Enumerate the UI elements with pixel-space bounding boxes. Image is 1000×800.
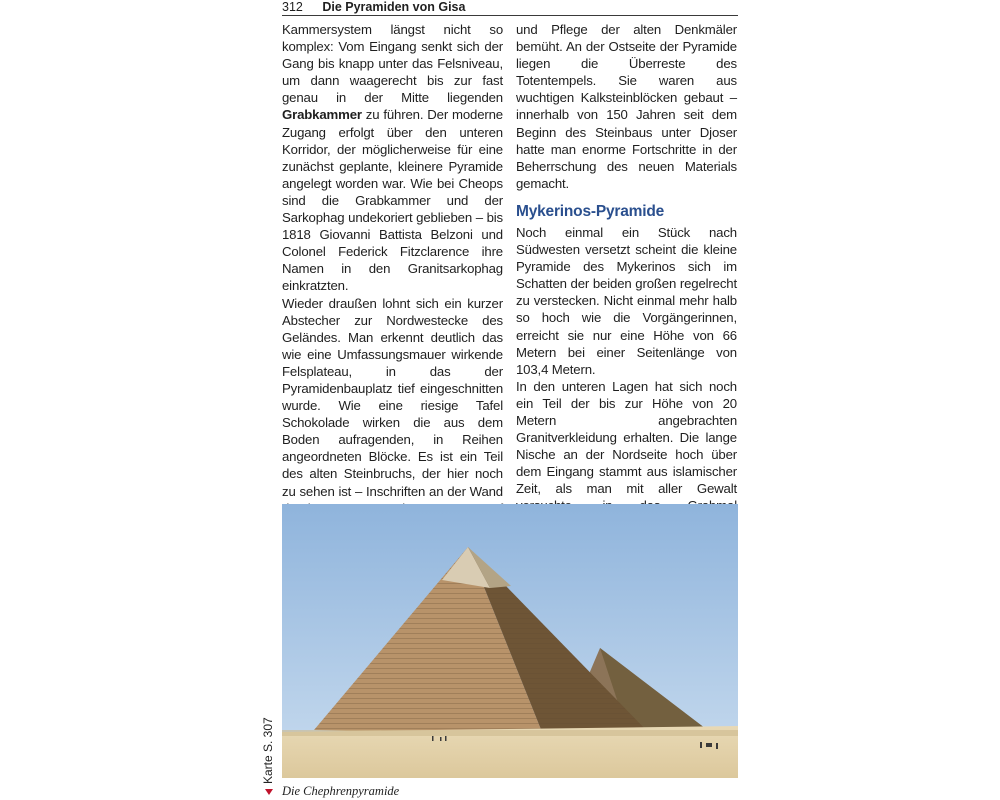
pyramid-photo (282, 504, 738, 778)
paragraph-text: Kammersystem längst nicht so komplex: Vom Eingang senkt sich der Gang bis knapp unter das Felsniveau, um dann waagerecht bis zur fast genau in der Mitte liegenden (282, 22, 503, 106)
page-number: 312 (282, 0, 303, 14)
bold-term-grabkammer: Grabkammer (282, 107, 362, 123)
paragraph: In den unteren Lagen hat sich noch ein Teil der bis zur Höhe von 20 Metern angebrachten Granitverkleidung erhalten. Die lange Nische an der Nordseite hoch über dem Eingang stammt aus islamischer Zeit, als man mit aller Gewalt (516, 378, 737, 497)
running-title: Die Pyramiden von Gisa (322, 0, 466, 14)
left-column (282, 21, 503, 585)
paragraph-text: zu führen. Der moderne Zugang erfolgt über den unteren Korridor, der möglicherweise für eine zunächst geplante, kleinere Pyramide angelegt worden war. Wie bei Cheops sind die Grabkammer und der Sarkophag undekoriert geblieben – bis 1818 Giovanni Battista Belzoni und Colonel Federick Fitzclarence ihre Namen in den Granitsarkophag einkratzten. (282, 107, 503, 294)
side-map-reference (262, 717, 274, 795)
right-column (516, 21, 737, 583)
paragraph: Wieder draußen lohnt sich ein kurzer Abstecher zur Nordwestecke des Geländes. Man erkennt deutlich das wie eine Umfassungsmauer wirkende Felsplateau, in das der Pyramidenbauplatz tief eingeschnitten wurde. Wie eine riesige Tafel Schokolade wirken die aus dem Boden aufragenden, in Reihen angeordneten Blöcke. Es ist ein Teil des alten Steinbruchs, der hier noch zu sehen ist – Inschriften an der Wand (282, 295, 503, 499)
paragraph (282, 21, 503, 295)
paragraph: Noch einmal ein Stück nach Südwesten versetzt scheint die kleine Pyramide des Mykerinos sich im Schatten der beiden großen regelrecht zu verstecken. Nicht einmal mehr halb so hoch wie die Vorgängerinnen, erreicht sie nur eine Höhe von 66 Metern bei einer Seitenlänge von 103,4 Metern. (516, 224, 737, 377)
map-reference-text: Karte S. 307 (261, 717, 275, 784)
paragraph: und Pflege der alten Denkmäler bemüht. An der Ostseite der Pyramide liegen die Überreste des Totentempels. Sie waren aus wuchtigen Kalksteinblöcken gebaut – innerhalb von 150 Jahren seit dem Beginn des Steinbaus unter Djoser hatte man enorme Fortschritte in der Beherrschung des neuen Materials gemacht. (516, 22, 737, 191)
running-header (282, 0, 738, 16)
section-heading: Mykerinos-Pyramide (516, 202, 665, 220)
photo-caption: Die Chephrenpyramide (282, 784, 400, 798)
map-arrow-icon (265, 789, 273, 795)
